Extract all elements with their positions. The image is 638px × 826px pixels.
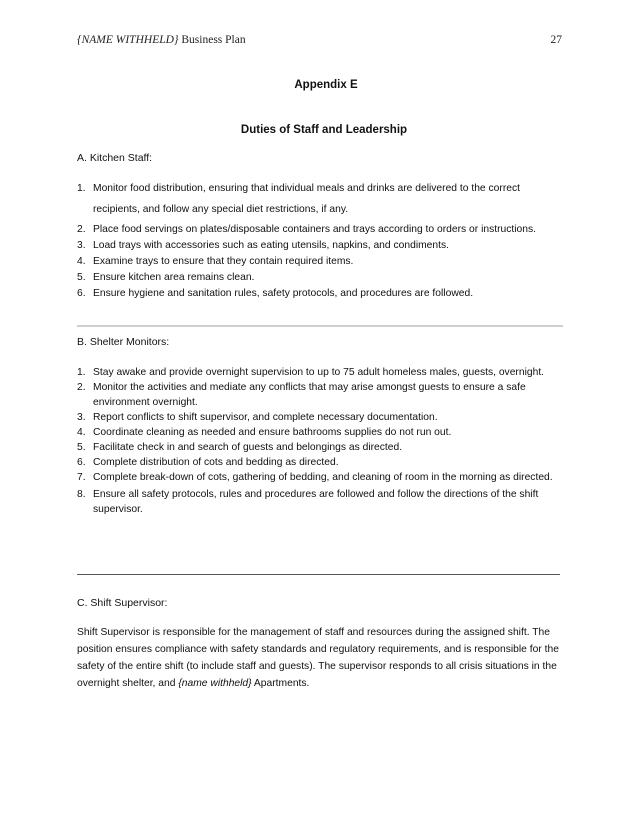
list-item [77, 270, 567, 286]
paragraph-text: Shift Supervisor is responsible for the management of staff and resources during the assigned shift. The position ensures compliance with safety standards and regulatory requirements, and is responsible for the safety of the entire shift (to include staff and guests). The supervisor responds to all crisis situations in the overnight shelter, and [77, 627, 559, 689]
page-header [77, 34, 562, 50]
item-text: Place food servings on plates/disposable containers and trays according to orders or instructions. [93, 224, 537, 235]
item-text: Coordinate cleaning as needed and ensure bathrooms supplies do not run out. [93, 427, 452, 438]
list-item [77, 410, 567, 425]
list-item [77, 238, 567, 254]
list-item [77, 286, 567, 302]
list-item [77, 222, 567, 238]
list-item [77, 487, 567, 517]
item-number: 7. [77, 472, 86, 483]
withheld-name: {name withheld} [178, 678, 252, 689]
list-item [77, 425, 567, 440]
appendix-title: Appendix E [294, 79, 358, 91]
item-text: Ensure all safety protocols, rules and procedures are followed and follow the directions of the shift supervisor. [93, 489, 539, 515]
item-number: 1. [77, 367, 86, 378]
item-number: 8. [77, 489, 86, 500]
shift-supervisor-paragraph [77, 624, 562, 692]
item-number: 1. [77, 183, 86, 194]
item-text: Stay awake and provide overnight supervision to up to 75 adult homeless males, guests, overnight. [93, 367, 545, 378]
item-text: Complete distribution of cots and bedding as directed. [93, 457, 339, 468]
item-text: Monitor the activities and mediate any conflicts that may arise amongst guests to ensure a safe environment overnight. [93, 382, 526, 408]
item-text: Load trays with accessories such as eating utensils, napkins, and condiments. [93, 240, 450, 251]
list-item [77, 455, 567, 470]
item-text: Facilitate check in and search of guests and belongings as directed. [93, 442, 403, 453]
header-name: {NAME WITHHELD} [77, 34, 179, 46]
list-item [77, 178, 567, 220]
item-number: 4. [77, 427, 86, 438]
item-number: 5. [77, 272, 86, 283]
item-text: Monitor food distribution, ensuring that individual meals and drinks are delivered to the correct recipients, and follow any special diet restrictions, if any. [93, 183, 520, 215]
item-text: Ensure hygiene and sanitation rules, safety protocols, and procedures are followed. [93, 288, 474, 299]
item-number: 5. [77, 442, 86, 453]
page-number: 27 [550, 34, 562, 46]
kitchen-duties-list [77, 178, 567, 302]
kitchen-staff-label: A. Kitchen Staff: [77, 152, 153, 164]
item-text: Ensure kitchen area remains clean. [93, 272, 255, 283]
item-number: 3. [77, 412, 86, 423]
item-number: 6. [77, 457, 86, 468]
item-number: 4. [77, 256, 86, 267]
item-text: Complete break-down of cots, gathering of bedding, and cleaning of room in the morning as directed. [93, 472, 553, 483]
list-item [77, 254, 567, 270]
item-number: 6. [77, 288, 86, 299]
list-item [77, 470, 567, 485]
section-divider [77, 325, 563, 327]
shift-supervisor-label: C. Shift Supervisor: [77, 597, 168, 609]
section-title: Duties of Staff and Leadership [240, 124, 408, 136]
paragraph-text-end: Apartments. [251, 678, 310, 689]
header-title [77, 34, 246, 46]
shelter-monitors-label: B. Shelter Monitors: [77, 336, 170, 348]
item-number: 2. [77, 224, 86, 235]
list-item [77, 380, 567, 410]
list-item [77, 440, 567, 455]
shelter-duties-list [77, 365, 567, 517]
item-number: 3. [77, 240, 86, 251]
header-suffix: Business Plan [178, 34, 246, 46]
section-underline [77, 574, 560, 575]
item-text: Report conflicts to shift supervisor, and complete necessary documentation. [93, 412, 438, 423]
item-text: Examine trays to ensure that they contain required items. [93, 256, 354, 267]
list-item [77, 365, 567, 380]
item-number: 2. [77, 382, 86, 393]
